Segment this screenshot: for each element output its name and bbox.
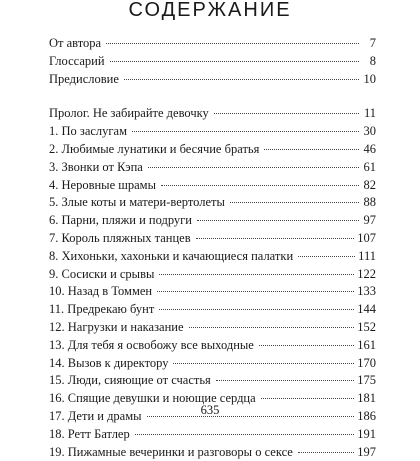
toc-entry-page: 175	[357, 373, 376, 388]
toc-entry	[49, 230, 376, 248]
toc-entry-page: 11	[363, 106, 376, 121]
toc-entry-title: 7. Король пляжных танцев	[49, 230, 191, 245]
toc-entry-title: 4. Неровные шрамы	[49, 177, 156, 192]
page-title: СОДЕРЖАНИЕ	[128, 0, 292, 21]
toc-entry-title: Пролог. Не забирайте девочку	[49, 106, 209, 121]
dot-leader	[173, 363, 354, 364]
toc-entry	[49, 248, 376, 266]
toc-entry	[49, 159, 376, 177]
dot-leader	[196, 238, 355, 239]
toc-entry	[49, 194, 376, 212]
dot-leader	[161, 185, 359, 186]
toc-entry	[49, 35, 376, 53]
toc-entry-title: 14. Вызов к директору	[49, 355, 169, 370]
toc-entry	[49, 123, 376, 141]
dot-leader	[135, 434, 355, 435]
toc-entry-title: 19. Пижамные вечеринки и разговоры о сексе	[49, 444, 293, 459]
toc-entry-page: 10	[363, 71, 376, 86]
toc-entry-title: 11. Предрекаю бунт	[49, 302, 155, 317]
toc-entry-page: 97	[363, 213, 376, 228]
dot-leader	[106, 43, 359, 44]
toc-entry-title: 12. Нагрузки и наказание	[49, 319, 184, 334]
toc-entry-title: От автора	[49, 36, 102, 50]
toc-entry-page: 191	[357, 426, 376, 441]
dot-leader	[157, 291, 354, 292]
dot-leader	[261, 398, 355, 399]
toc-entry-page: 170	[357, 355, 376, 370]
toc-entry-page: 111	[358, 248, 376, 263]
toc-entry-page: 144	[357, 302, 376, 317]
page-number: 635	[200, 403, 220, 417]
dot-leader	[230, 202, 359, 203]
toc-entry	[49, 177, 376, 195]
toc-entry	[49, 372, 376, 390]
toc-entry	[49, 105, 376, 123]
dot-leader	[189, 327, 355, 328]
toc-entry	[49, 283, 376, 301]
toc-entry-title: 9. Сосиски и срывы	[49, 266, 155, 281]
toc-entry-page: 161	[357, 337, 376, 352]
toc-entry-title: Предисловие	[49, 71, 119, 86]
toc-entry-title: 1. По заслугам	[49, 124, 128, 139]
toc-entry	[49, 319, 376, 337]
toc-entry-title: 18. Ретт Батлер	[49, 426, 130, 441]
dot-leader	[132, 131, 359, 132]
toc-entry-page: 61	[363, 159, 376, 174]
toc-entry	[49, 301, 376, 319]
toc-entry-page: 7	[369, 36, 376, 50]
toc-entry	[49, 266, 376, 284]
dot-leader	[259, 345, 354, 346]
toc-entry-page: 133	[357, 284, 376, 299]
toc-entry-title: 10. Назад в Томмен	[49, 284, 153, 299]
dot-leader	[264, 149, 359, 150]
section-gap	[49, 88, 376, 105]
dot-leader	[197, 220, 359, 221]
toc-entry-page: 107	[357, 230, 376, 245]
toc-entry-title: 2. Любимые лунатики и бесячие братья	[49, 141, 260, 156]
toc-entry-title: 3. Звонки от Кэпа	[49, 159, 143, 174]
dot-leader	[148, 167, 359, 168]
toc-entry-title: 16. Спящие девушки и ноющие сердца	[49, 391, 256, 406]
toc-entry-title: 8. Хихоньки, хахоньки и качающиеся палатки	[49, 248, 294, 263]
toc-entry	[49, 337, 376, 355]
toc-entry	[49, 141, 376, 159]
toc-entry-page: 30	[363, 124, 376, 139]
dot-leader	[159, 274, 354, 275]
dot-leader	[298, 256, 355, 257]
toc-entry	[49, 212, 376, 230]
toc-entry-page: 197	[357, 444, 376, 459]
toc-entry-title: 5. Злые коты и матери-вертолеты	[49, 195, 225, 210]
dot-leader	[298, 452, 354, 453]
toc-entry	[49, 53, 376, 71]
toc-entry-title: 17. Дети и драмы	[49, 408, 142, 423]
toc-entry-page: 152	[357, 319, 376, 334]
toc-entry-title: Глоссарий	[49, 53, 105, 68]
toc-entry-title: 15. Люди, сияющие от счастья	[49, 373, 211, 388]
dot-leader	[216, 380, 354, 381]
table-of-contents	[49, 35, 376, 461]
dot-leader	[110, 61, 359, 62]
toc-entry-page: 8	[369, 53, 376, 68]
dot-leader	[214, 113, 359, 114]
front-matter-list	[49, 35, 376, 88]
dot-leader	[124, 79, 359, 80]
toc-entry-title: 6. Парни, пляжи и подруги	[49, 213, 192, 228]
toc-entry-title: 13. Для тебя я освобожу все выходные	[49, 337, 254, 352]
toc-entry-page: 88	[363, 195, 376, 210]
toc-entry	[49, 426, 376, 444]
toc-entry-page: 122	[357, 266, 376, 281]
toc-entry	[49, 71, 376, 89]
toc-entry	[49, 355, 376, 373]
toc-entry-page: 186	[357, 408, 376, 423]
toc-entry	[49, 444, 376, 461]
toc-entry-page: 82	[363, 177, 376, 192]
toc-entry-page: 181	[357, 391, 376, 406]
dot-leader	[159, 309, 354, 310]
toc-entry-page: 46	[363, 141, 376, 156]
